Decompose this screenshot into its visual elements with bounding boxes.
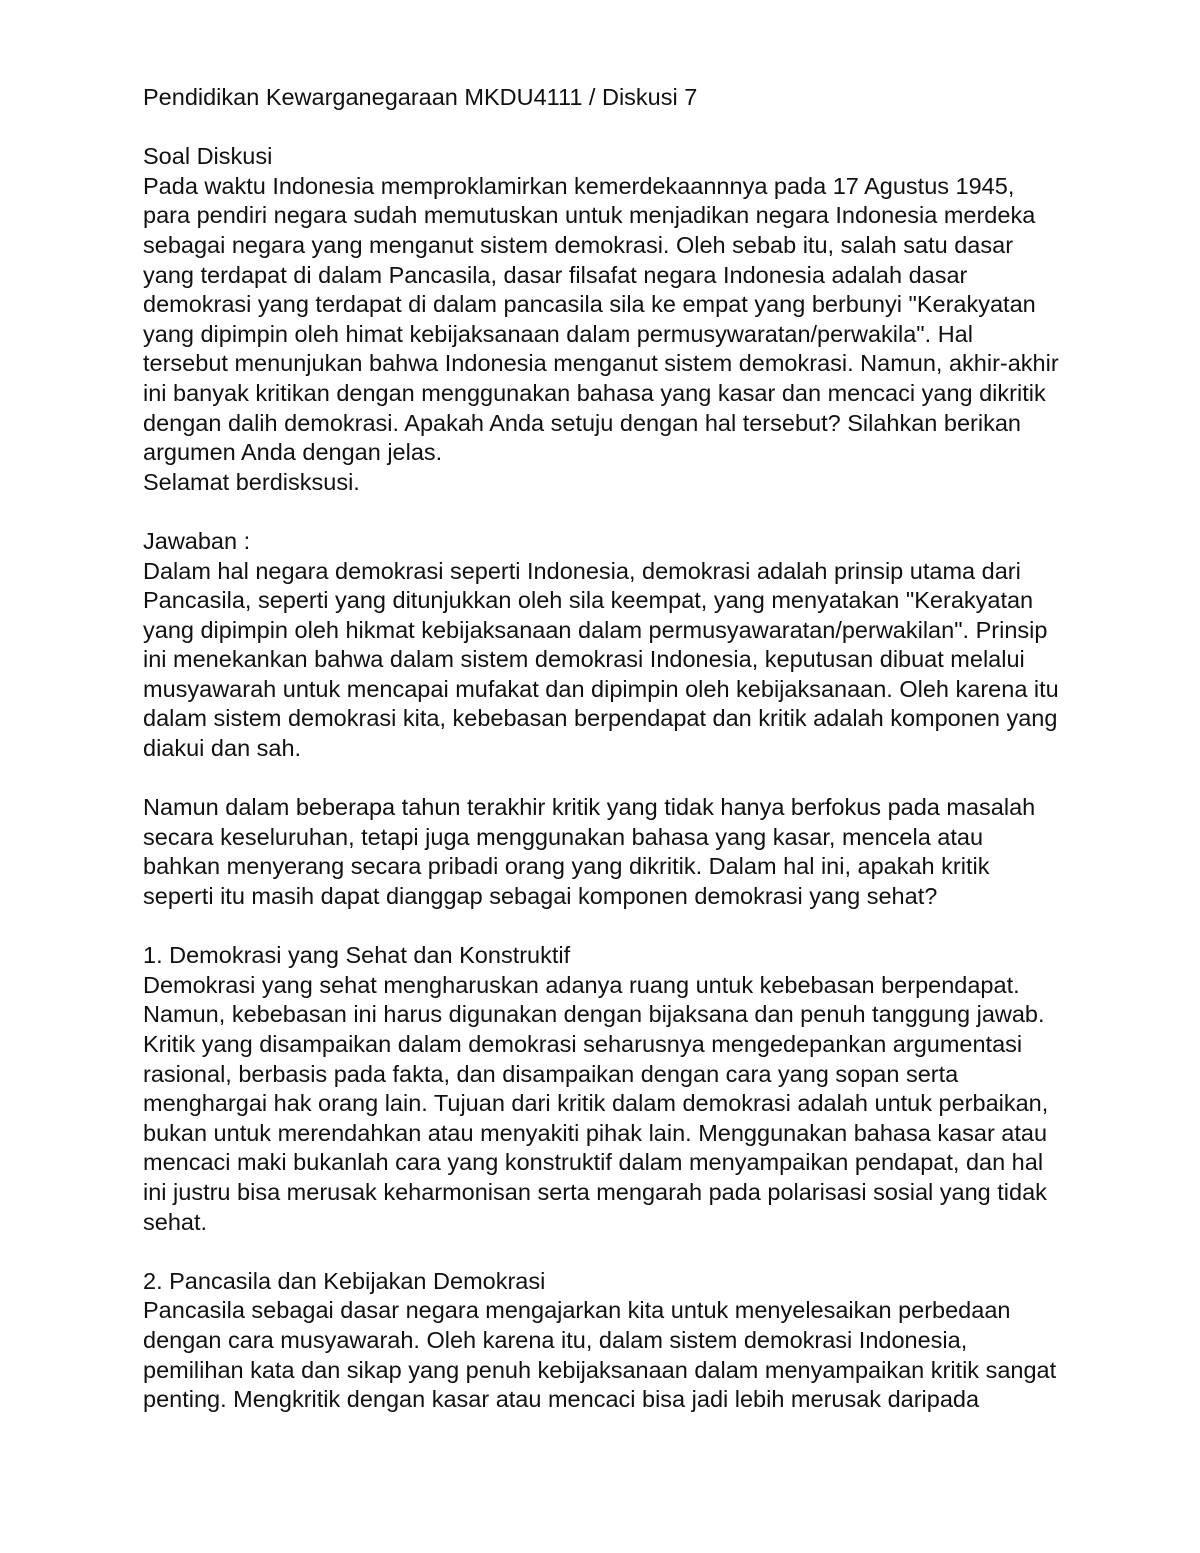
answer-line: bahkan menyerang secara pribadi orang yang dikritik. Dalam hal ini, apakah kritik [143, 853, 990, 880]
section-line: penting. Mengkritik dengan kasar atau mencaci bisa jadi lebih merusak daripada [143, 1386, 980, 1413]
section-line: pemilihan kata dan sikap yang penuh kebijaksanaan dalam menyampaikan kritik sangat [143, 1356, 1057, 1383]
answer-section-2 [143, 1267, 1103, 1415]
question-line: dengan dalih demokrasi. Apakah Anda setuju dengan hal tersebut? Silahkan berikan [143, 409, 1021, 436]
section-line: dengan cara musyawarah. Oleh karena itu, dalam sistem demokrasi Indonesia, [143, 1326, 968, 1353]
answer-line: dalam sistem demokrasi kita, kebebasan berpendapat dan kritik adalah komponen yang [143, 705, 1058, 732]
answer-paragraph-1 [143, 557, 1103, 764]
question-line: yang dipimpin oleh himat kebijaksanaan dalam permusywaratan/perwakila". Hal [143, 320, 973, 347]
blank-line [143, 497, 1103, 527]
answer-line: seperti itu masih dapat dianggap sebagai komponen demokrasi yang sehat? [143, 883, 938, 910]
question-line: ini banyak kritikan dengan menggunakan bahasa yang kasar dan mencaci yang dikritik [143, 379, 1046, 406]
section-line: mencaci maki bukanlah cara yang konstruktif dalam menyampaikan pendapat, dan hal [143, 1149, 1044, 1176]
question-section [143, 142, 1103, 497]
question-line: Pada waktu Indonesia memproklamirkan kemerdekaannnya pada 17 Agustus 1945, [143, 172, 1015, 199]
question-line: yang terdapat di dalam Pancasila, dasar filsafat negara Indonesia adalah dasar [143, 261, 968, 288]
answer-line: yang dipimpin oleh hikmat kebijaksanaan dalam permusyawaratan/perwakilan". Prinsip [143, 616, 1048, 643]
blank-line [143, 912, 1103, 942]
section-line: ini justru bisa merusak keharmonisan serta mengarah pada polarisasi sosial yang tidak [143, 1178, 1047, 1205]
question-line: demokrasi yang terdapat di dalam pancasila sila ke empat yang berbunyi "Kerakyatan [143, 291, 1036, 318]
section-title: 1. Demokrasi yang Sehat dan Konstruktif [143, 942, 571, 969]
answer-heading: Jawaban : [143, 527, 251, 554]
section-line: Kritik yang disampaikan dalam demokrasi seharusnya mengedepankan argumentasi [143, 1031, 1023, 1057]
blank-line [143, 1237, 1103, 1267]
question-line: para pendiri negara sudah memutuskan untuk menjadikan negara Indonesia merdeka [143, 202, 1036, 229]
answer-line: secara keseluruhan, tetapi juga menggunakan bahasa yang kasar, mencela atau [143, 823, 984, 850]
section-line: rasional, berbasis pada fakta, dan disampaikan dengan cara yang sopan serta [143, 1060, 959, 1087]
document-body [143, 83, 1103, 1415]
answer-line: ini menekankan bahwa dalam sistem demokrasi Indonesia, keputusan dibuat melalui [143, 646, 1025, 673]
section-line: Namun, kebebasan ini harus digunakan dengan bijaksana dan penuh tanggung jawab. [143, 1001, 1045, 1028]
section-title: 2. Pancasila dan Kebijakan Demokrasi [143, 1267, 546, 1294]
answer-line: Pancasila, seperti yang ditunjukkan oleh sila keempat, yang menyatakan "Kerakyatan [143, 587, 1034, 614]
answer-line: Namun dalam beberapa tahun terakhir kritik yang tidak hanya berfokus pada masalah [143, 794, 1036, 821]
section-line: Pancasila sebagai dasar negara mengajarkan kita untuk menyelesaikan perbedaan [143, 1297, 1011, 1324]
section-line: menghargai hak orang lain. Tujuan dari kritik dalam demokrasi adalah untuk perbaikan, [143, 1090, 1049, 1117]
answer-line: Dalam hal negara demokrasi seperti Indonesia, demokrasi adalah prinsip utama dari [143, 557, 1021, 584]
question-line: tersebut menunjukan bahwa Indonesia menganut sistem demokrasi. Namun, akhir-akhir [143, 350, 1059, 377]
section-line: Demokrasi yang sehat mengharuskan adanya ruang untuk kebebasan berpendapat. [143, 971, 1020, 998]
answer-line: diakui dan sah. [143, 735, 302, 762]
section-line: sehat. [143, 1208, 208, 1235]
answer-section [143, 527, 1103, 1415]
section-line: bukan untuk merendahkan atau menyakiti pihak lain. Menggunakan bahasa kasar atau [143, 1119, 1048, 1146]
answer-section-1 [143, 941, 1103, 1237]
answer-paragraph-2 [143, 793, 1103, 911]
question-heading: Soal Diskusi [143, 143, 273, 170]
question-line: argumen Anda dengan jelas. [143, 439, 443, 466]
blank-line [143, 113, 1103, 143]
document-header: Pendidikan Kewarganegaraan MKDU4111 / Diskusi 7 [143, 84, 698, 110]
answer-line: musyawarah untuk mencapai mufakat dan dipimpin oleh kebijaksanaan. Oleh karena itu [143, 675, 1059, 702]
question-line: Selamat berdisksusi. [143, 468, 360, 495]
question-line: sebagai negara yang menganut sistem demokrasi. Oleh sebab itu, salah satu dasar [143, 231, 1014, 258]
blank-line [143, 764, 1103, 794]
